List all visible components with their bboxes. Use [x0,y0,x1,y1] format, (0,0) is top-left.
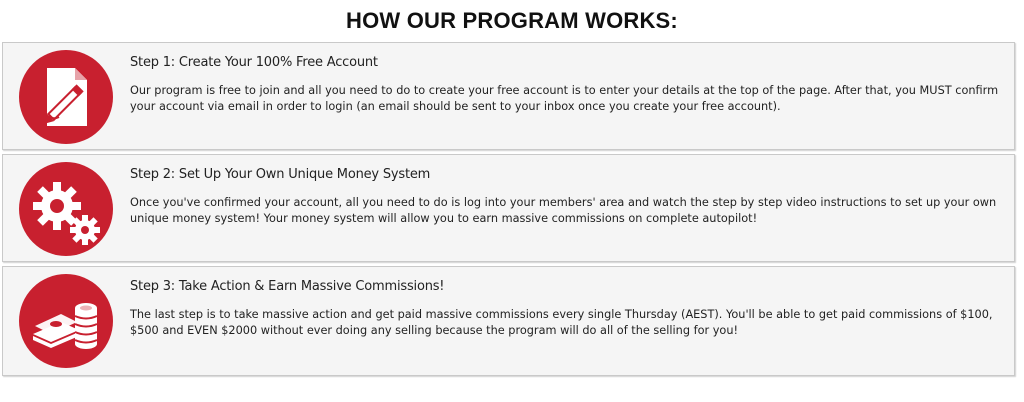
step-card-1 [2,42,1015,150]
step-heading: Step 3: Take Action & Earn Massive Commissions! [130,279,445,294]
money-coins-icon [19,274,113,368]
step-heading: Step 1: Create Your 100% Free Account [130,55,378,70]
step-description: Our program is free to join and all you need to do to create your free account is to enter your details at the top of the page. After that, you MUST confirm your account via email in order to login (an email should be sent to your inbox once you create your free account). [130,84,999,113]
step-card-3 [2,266,1015,376]
step-description: The last step is to take massive action and get paid massive commissions every single Thursday (AEST). You'll be able to get paid commissions of $100, $500 and EVEN $2000 without ever doing any selling because the program will do all of the selling for you! [130,308,993,337]
page-title: HOW OUR PROGRAM WORKS: [346,8,678,33]
step-heading: Step 2: Set Up Your Own Unique Money System [130,167,431,182]
step-card-2 [2,154,1015,262]
step-description: Once you've confirmed your account, all you need to do is log into your members' area and watch the step by step video instructions to set up your own unique money system! Your money system will allow you to earn massive commissions on complete autopilot! [130,196,997,225]
gears-icon [19,162,113,256]
document-pencil-icon [19,50,113,144]
